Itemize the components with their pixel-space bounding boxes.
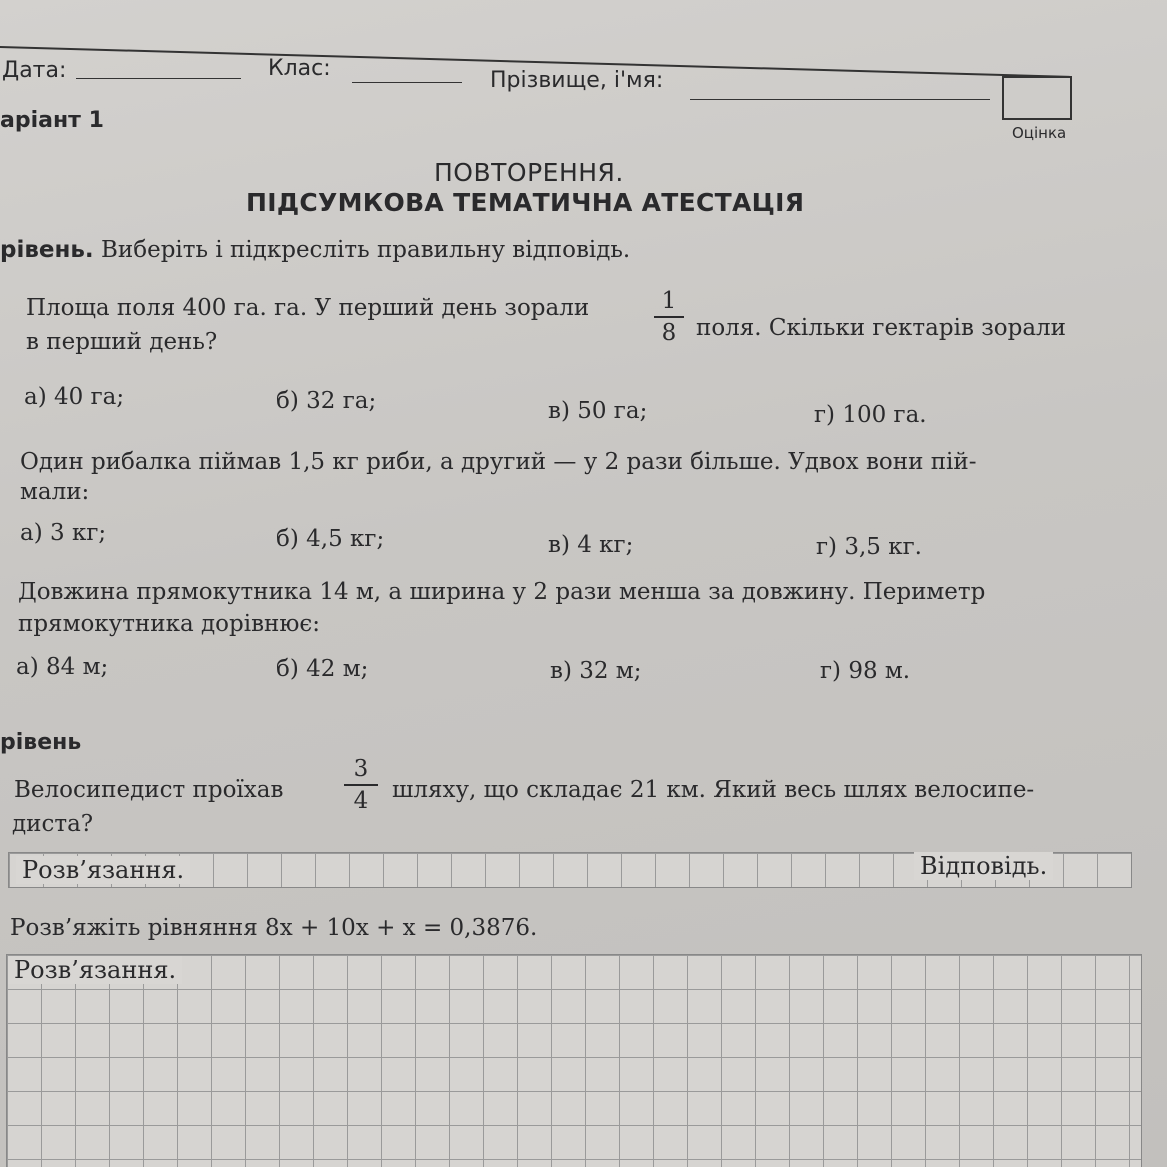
q3-line1: Довжина прямокутника 14 м, а ширина у 2 рази менша за довжину. Периметр: [18, 579, 986, 605]
q1-text-a: Площа поля 400 га. га. У перший день зорали: [26, 295, 590, 321]
title-line2: ПІДСУМКОВА ТЕМАТИЧНА АТЕСТАЦІЯ: [246, 188, 805, 217]
q5-solution-grid[interactable]: [6, 954, 1142, 1167]
title-line1: ПОВТОРЕННЯ.: [434, 158, 624, 187]
q3-option-b[interactable]: б) 42 м;: [276, 656, 369, 682]
q1-option-c[interactable]: в) 50 га;: [548, 398, 648, 424]
q4-text-b: шляху, що складає 21 км. Який весь шлях велосипе-: [392, 777, 1035, 803]
class-line: [352, 82, 462, 83]
q2-option-d[interactable]: г) 3,5 кг.: [816, 534, 922, 560]
q4-frac-den: 4: [353, 788, 369, 814]
level1-label: рівень.: [0, 237, 94, 263]
q3-option-c[interactable]: в) 32 м;: [550, 658, 642, 684]
name-line: [690, 99, 990, 100]
level1-instruction: [0, 234, 630, 266]
q1-frac-den: 8: [661, 320, 677, 346]
level1-text: Виберіть і підкресліть правильну відповідь.: [101, 237, 631, 263]
q4-fraction: [344, 756, 378, 814]
q1-text-b: поля. Скільки гектарів зорали: [696, 315, 1066, 341]
q3-option-d[interactable]: г) 98 м.: [820, 658, 911, 684]
q1-fraction: [654, 288, 684, 346]
q4-frac-num: 3: [353, 756, 369, 782]
level2-label: рівень: [0, 730, 82, 755]
q3-line2: прямокутника дорівнює:: [18, 611, 321, 637]
q5-solution-label: Розв’язання.: [8, 956, 182, 984]
name-label: Прізвище, і'мя:: [490, 68, 664, 93]
q5-text: Розв’яжіть рівняння 8x + 10x + x = 0,3876.: [10, 915, 538, 941]
q2-line1: Один рибалка піймав 1,5 кг риби, а другий — у 2 рази більше. Удвох вони пій-: [20, 449, 977, 475]
q2-line2: мали:: [20, 479, 90, 505]
q4-solution-label: Розв’язання.: [16, 856, 190, 884]
date-label: Дата:: [2, 58, 67, 83]
variant-label: аріант 1: [0, 108, 104, 133]
q4-answer-label: Відповідь.: [914, 852, 1053, 880]
date-line: [76, 78, 241, 79]
q4-text-c: диста?: [12, 811, 94, 837]
q2-option-c[interactable]: в) 4 кг;: [548, 532, 634, 558]
q1-option-a[interactable]: а) 40 га;: [24, 384, 125, 410]
q1-text-c: в перший день?: [26, 329, 218, 355]
q2-option-b[interactable]: б) 4,5 кг;: [276, 526, 385, 552]
q1-option-b[interactable]: б) 32 га;: [276, 388, 377, 414]
q1-option-d[interactable]: г) 100 га.: [814, 402, 927, 428]
q3-option-a[interactable]: а) 84 м;: [16, 654, 109, 680]
class-label: Клас:: [268, 56, 331, 81]
q2-option-a[interactable]: а) 3 кг;: [20, 520, 107, 546]
grade-label: Оцінка: [1012, 124, 1067, 142]
grade-box: [1002, 76, 1072, 120]
q1-frac-num: 1: [661, 288, 677, 314]
q4-text-a: Велосипедист проїхав: [14, 777, 284, 803]
